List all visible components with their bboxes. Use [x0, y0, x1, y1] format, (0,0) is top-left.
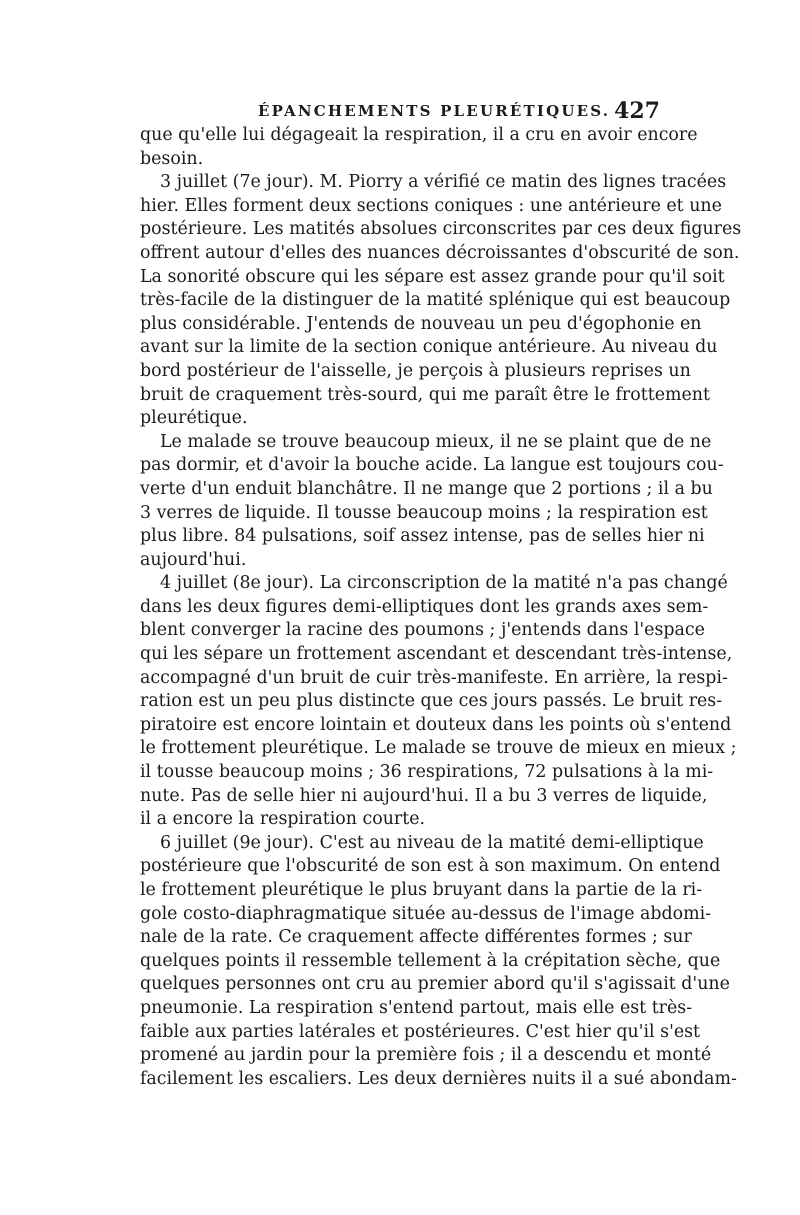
text-line: très-facile de la distinguer de la matité splénique qui est beaucoup — [140, 290, 731, 311]
text-line: 3 juillet (7e jour). M. Piorry a vérifié ce matin des lignes tracées — [160, 172, 727, 193]
text-line: le frottement pleurétique. Le malade se trouve de mieux en mieux ; — [140, 738, 737, 759]
text-line: plus libre. 84 pulsations, soif assez intense, pas de selles hier ni — [140, 526, 705, 547]
text-line: quelques points il ressemble tellement à la crépitation sèche, que — [140, 950, 721, 971]
text-line: il tousse beaucoup moins ; 36 respirations, 72 pulsations à la mi- — [140, 762, 714, 783]
text-line: bord postérieur de l'aisselle, je perçois à plusieurs reprises un — [140, 360, 691, 381]
body-text — [140, 124, 742, 1091]
text-line: que qu'elle lui dégageait la respiration, il a cru en avoir encore — [140, 125, 698, 145]
text-line: faible aux parties latérales et postérieures. C'est hier qu'il s'est — [140, 1021, 701, 1042]
text-line: nale de la rate. Ce craquement affecte différentes formes ; sur — [140, 927, 692, 948]
text-line: 4 juillet (8e jour). La circonscription de la matité n'a pas changé — [160, 573, 728, 594]
page-number: 427 — [614, 98, 660, 124]
text-line: 3 verres de liquide. Il tousse beaucoup moins ; la respiration est — [140, 502, 708, 523]
text-line: postérieure que l'obscurité de son est à son maximum. On entend — [140, 856, 721, 877]
text-line: ration est un peu plus distincte que ces jours passés. Le bruit res- — [140, 691, 723, 712]
text-line: hier. Elles forment deux sections coniques : une antérieure et une — [140, 195, 722, 216]
text-line: blent converger la racine des poumons ; j'entends dans l'espace — [140, 620, 705, 641]
text-line: il a encore la respiration courte. — [140, 809, 426, 830]
text-line: piratoire est encore lointain et douteux dans les points où s'entend — [140, 714, 732, 735]
text-line: aujourd'hui. — [140, 549, 247, 570]
text-line: qui les sépare un frottement ascendant et descendant très-intense, — [140, 644, 733, 665]
text-line: La sonorité obscure qui les sépare est assez grande pour qu'il soit — [140, 266, 725, 287]
text-line: facilement les escaliers. Les deux dernières nuits il a sué abondam- — [140, 1068, 737, 1089]
text-line: pas dormir, et d'avoir la bouche acide. La langue est toujours cou- — [140, 455, 724, 476]
text-line: pneumonie. La respiration s'entend partout, mais elle est très- — [140, 997, 693, 1018]
running-head: ÉPANCHEMENTS PLEURÉTIQUES. — [258, 102, 611, 120]
text-line: verte d'un enduit blanchâtre. Il ne mange que 2 portions ; il a bu — [140, 478, 713, 499]
text-line: bruit de craquement très-sourd, qui me paraît être le frottement — [140, 384, 710, 405]
text-line: postérieure. Les matités absolues circonscrites par ces deux figures — [140, 219, 742, 240]
text-line: offrent autour d'elles des nuances décroissantes d'obscurité de son. — [140, 242, 740, 263]
text-line: plus considérable. J'entends de nouveau un peu d'égophonie en — [140, 313, 702, 334]
text-line: accompagné d'un bruit de cuir très-manifeste. En arrière, la respi- — [140, 667, 728, 688]
text-line: le frottement pleurétique le plus bruyant dans la partie de la ri- — [140, 880, 703, 900]
text-line: 6 juillet (9e jour). C'est au niveau de la matité demi-elliptique — [160, 832, 704, 853]
text-line: gole costo-diaphragmatique située au-dessus de l'image abdomi- — [140, 903, 712, 924]
text-line: quelques personnes ont cru au premier abord qu'il s'agissait d'une — [140, 974, 730, 995]
text-line: pleurétique. — [140, 408, 248, 429]
text-line: besoin. — [140, 148, 204, 169]
text-line: dans les deux figures demi-elliptiques dont les grands axes sem- — [140, 596, 709, 617]
text-line: Le malade se trouve beaucoup mieux, il ne se plaint que de ne — [160, 431, 712, 452]
text-line: avant sur la limite de la section conique antérieure. Au niveau du — [140, 337, 718, 358]
text-line: promené au jardin pour la première fois ; il a descendu et monté — [140, 1045, 712, 1066]
text-line: nute. Pas de selle hier ni aujourd'hui. Il a bu 3 verres de liquide, — [140, 785, 708, 806]
